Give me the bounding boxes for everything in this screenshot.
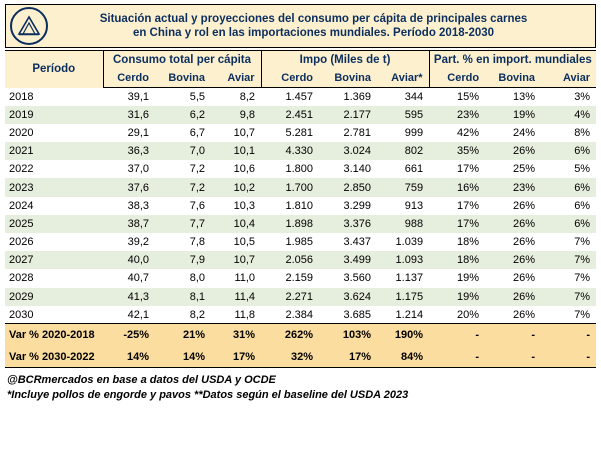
cell-value: 11,8 (211, 306, 261, 324)
cell-value: 19% (485, 106, 541, 124)
cell-value: 190% (377, 324, 429, 346)
cell-value: 3.299 (319, 197, 377, 215)
cell-value: 2.850 (319, 178, 377, 196)
cell-value: 1.985 (261, 233, 319, 251)
cell-value: 17% (429, 197, 485, 215)
subheader-impo-aviar: Aviar* (377, 70, 429, 88)
table-row (5, 306, 596, 324)
cell-value: 35% (429, 142, 485, 160)
table-row (5, 160, 596, 178)
cell-value: 3.140 (319, 160, 377, 178)
table-row (5, 233, 596, 251)
cell-value: 1.093 (377, 251, 429, 269)
cell-value: 7,2 (155, 160, 211, 178)
cell-period: 2020 (5, 124, 103, 142)
table-row (5, 251, 596, 269)
cell-value: 1.369 (319, 88, 377, 106)
cell-value: 17% (319, 346, 377, 368)
cell-value: 2.271 (261, 288, 319, 306)
cell-value: 4.330 (261, 142, 319, 160)
cell-value: 988 (377, 215, 429, 233)
title-line-2: en China y rol en las importaciones mundiales. Período 2018-2030 (132, 27, 495, 39)
cell-period: 2021 (5, 142, 103, 160)
cell-value: 1.137 (377, 269, 429, 287)
cell-value: 10,5 (211, 233, 261, 251)
cell-value: 1.800 (261, 160, 319, 178)
cell-value: 29,1 (103, 124, 155, 142)
cell-value: 3.685 (319, 306, 377, 324)
cell-value: 1.457 (261, 88, 319, 106)
data-table (5, 50, 596, 368)
subheader-part-bovina: Bovina (485, 70, 541, 88)
cell-value: 40,0 (103, 251, 155, 269)
subheader-impo-cerdo: Cerdo (261, 70, 319, 88)
cell-value: 10,1 (211, 142, 261, 160)
cell-value: 6% (541, 142, 596, 160)
variation-row (5, 324, 596, 346)
header-banner (5, 4, 596, 48)
cell-value: 20% (429, 306, 485, 324)
cell-value: 661 (377, 160, 429, 178)
cell-value: 31% (211, 324, 261, 346)
cell-value: 3% (541, 88, 596, 106)
cell-value: 26% (485, 142, 541, 160)
footnote-definitions: *Incluye pollos de engorde y pavos **Datos según el baseline del USDA 2023 (7, 389, 409, 402)
cell-value: 5.281 (261, 124, 319, 142)
bcr-logo (10, 7, 48, 45)
table-row (5, 197, 596, 215)
cell-value: 17% (211, 346, 261, 368)
column-group-participacion: Part. % en import. mundiales (429, 51, 596, 70)
cell-value: 11,4 (211, 288, 261, 306)
cell-value: 8,0 (155, 269, 211, 287)
cell-value: 38,3 (103, 197, 155, 215)
cell-value: 18% (429, 251, 485, 269)
cell-value: 7% (541, 233, 596, 251)
cell-value: 5,5 (155, 88, 211, 106)
cell-value: 25% (485, 160, 541, 178)
cell-value: 7,9 (155, 251, 211, 269)
page-title (54, 12, 591, 40)
cell-period: 2025 (5, 215, 103, 233)
cell-value: 36,3 (103, 142, 155, 160)
bcr-logo-icon (16, 13, 42, 39)
cell-value: 7% (541, 288, 596, 306)
cell-value: 32% (261, 346, 319, 368)
cell-value: 38,7 (103, 215, 155, 233)
cell-value: 8% (541, 124, 596, 142)
cell-value: 595 (377, 106, 429, 124)
cell-value: 262% (261, 324, 319, 346)
cell-period: 2022 (5, 160, 103, 178)
table-row (5, 215, 596, 233)
cell-value: 999 (377, 124, 429, 142)
subheader-part-cerdo: Cerdo (429, 70, 485, 88)
cell-value: 1.898 (261, 215, 319, 233)
subheader-part-aviar: Aviar (541, 70, 596, 88)
cell-value: 2.781 (319, 124, 377, 142)
cell-value: 39,1 (103, 88, 155, 106)
cell-value: 3.437 (319, 233, 377, 251)
table-row (5, 178, 596, 196)
cell-value: 103% (319, 324, 377, 346)
cell-value: 18% (429, 233, 485, 251)
cell-value: 17% (429, 215, 485, 233)
cell-value: 37,6 (103, 178, 155, 196)
cell-value: 9,8 (211, 106, 261, 124)
cell-value: 84% (377, 346, 429, 368)
cell-value: 4% (541, 106, 596, 124)
cell-value: - (429, 324, 485, 346)
cell-value: - (485, 324, 541, 346)
cell-period: 2028 (5, 269, 103, 287)
cell-value: 37,0 (103, 160, 155, 178)
cell-value: 1.700 (261, 178, 319, 196)
cell-value: 21% (155, 324, 211, 346)
cell-value: 1.810 (261, 197, 319, 215)
cell-value: 13% (485, 88, 541, 106)
table-row (5, 106, 596, 124)
column-group-impo: Impo (Miles de t) (261, 51, 429, 70)
cell-value: 913 (377, 197, 429, 215)
cell-value: 7,7 (155, 215, 211, 233)
cell-period: Var % 2020-2018 (5, 324, 103, 346)
cell-value: 10,7 (211, 124, 261, 142)
cell-value: 24% (485, 124, 541, 142)
subheader-consumo-cerdo: Cerdo (103, 70, 155, 88)
cell-value: 10,2 (211, 178, 261, 196)
cell-value: 19% (429, 288, 485, 306)
footnote-source: @BCRmercados en base a datos del USDA y OCDE (7, 374, 276, 387)
cell-value: 23% (429, 106, 485, 124)
cell-value: 26% (485, 306, 541, 324)
cell-value: 3.024 (319, 142, 377, 160)
cell-value: 31,6 (103, 106, 155, 124)
cell-value: 26% (485, 215, 541, 233)
cell-value: 7,8 (155, 233, 211, 251)
cell-value: 3.560 (319, 269, 377, 287)
footnotes (5, 373, 596, 403)
cell-value: 16% (429, 178, 485, 196)
cell-value: 802 (377, 142, 429, 160)
table-group-header-row (5, 51, 596, 70)
cell-value: 2.159 (261, 269, 319, 287)
table-row (5, 142, 596, 160)
cell-value: 10,6 (211, 160, 261, 178)
cell-value: 42,1 (103, 306, 155, 324)
cell-value: 6,7 (155, 124, 211, 142)
cell-value: - (429, 346, 485, 368)
cell-value: 8,2 (155, 306, 211, 324)
table-row (5, 88, 596, 106)
cell-value: 41,3 (103, 288, 155, 306)
cell-value: 14% (155, 346, 211, 368)
cell-value: 23% (485, 178, 541, 196)
cell-period: 2026 (5, 233, 103, 251)
cell-period: Var % 2030-2022 (5, 346, 103, 368)
subheader-consumo-aviar: Aviar (211, 70, 261, 88)
cell-value: 10,7 (211, 251, 261, 269)
variation-row (5, 346, 596, 368)
cell-value: 42% (429, 124, 485, 142)
cell-value: - (541, 346, 596, 368)
column-group-periodo: Período (5, 51, 103, 88)
cell-period: 2019 (5, 106, 103, 124)
cell-value: 26% (485, 251, 541, 269)
cell-period: 2030 (5, 306, 103, 324)
cell-value: 6,2 (155, 106, 211, 124)
table-row (5, 288, 596, 306)
cell-period: 2027 (5, 251, 103, 269)
cell-value: 2.384 (261, 306, 319, 324)
cell-period: 2024 (5, 197, 103, 215)
cell-value: 7,2 (155, 178, 211, 196)
cell-value: 6% (541, 215, 596, 233)
cell-value: 3.376 (319, 215, 377, 233)
cell-value: 8,2 (211, 88, 261, 106)
cell-period: 2023 (5, 178, 103, 196)
cell-value: 7,0 (155, 142, 211, 160)
cell-value: 1.214 (377, 306, 429, 324)
subheader-consumo-bovina: Bovina (155, 70, 211, 88)
cell-value: 2.451 (261, 106, 319, 124)
cell-value: 1.175 (377, 288, 429, 306)
cell-value: 2.056 (261, 251, 319, 269)
cell-value: 40,7 (103, 269, 155, 287)
cell-value: 26% (485, 197, 541, 215)
cell-value: 26% (485, 288, 541, 306)
cell-value: 3.499 (319, 251, 377, 269)
table-row (5, 269, 596, 287)
cell-value: 10,4 (211, 215, 261, 233)
cell-value: 17% (429, 160, 485, 178)
cell-value: 344 (377, 88, 429, 106)
cell-value: 5% (541, 160, 596, 178)
cell-value: 14% (103, 346, 155, 368)
cell-value: 3.624 (319, 288, 377, 306)
cell-value: 7% (541, 306, 596, 324)
cell-value: 10,3 (211, 197, 261, 215)
cell-value: 26% (485, 233, 541, 251)
cell-value: 6% (541, 197, 596, 215)
cell-value: 8,1 (155, 288, 211, 306)
subheader-impo-bovina: Bovina (319, 70, 377, 88)
cell-value: - (541, 324, 596, 346)
cell-value: 2.177 (319, 106, 377, 124)
cell-value: 26% (485, 269, 541, 287)
cell-value: -25% (103, 324, 155, 346)
cell-value: 1.039 (377, 233, 429, 251)
cell-value: - (485, 346, 541, 368)
cell-value: 7,6 (155, 197, 211, 215)
cell-value: 39,2 (103, 233, 155, 251)
cell-period: 2018 (5, 88, 103, 106)
cell-value: 15% (429, 88, 485, 106)
cell-value: 19% (429, 269, 485, 287)
cell-period: 2029 (5, 288, 103, 306)
cell-value: 7% (541, 251, 596, 269)
column-group-consumo: Consumo total per cápita (103, 51, 261, 70)
title-line-1: Situación actual y proyecciones del consumo per cápita de principales carnes (99, 13, 528, 25)
cell-value: 7% (541, 269, 596, 287)
table-body (5, 88, 596, 368)
cell-value: 759 (377, 178, 429, 196)
cell-value: 11,0 (211, 269, 261, 287)
cell-value: 6% (541, 178, 596, 196)
table-row (5, 124, 596, 142)
